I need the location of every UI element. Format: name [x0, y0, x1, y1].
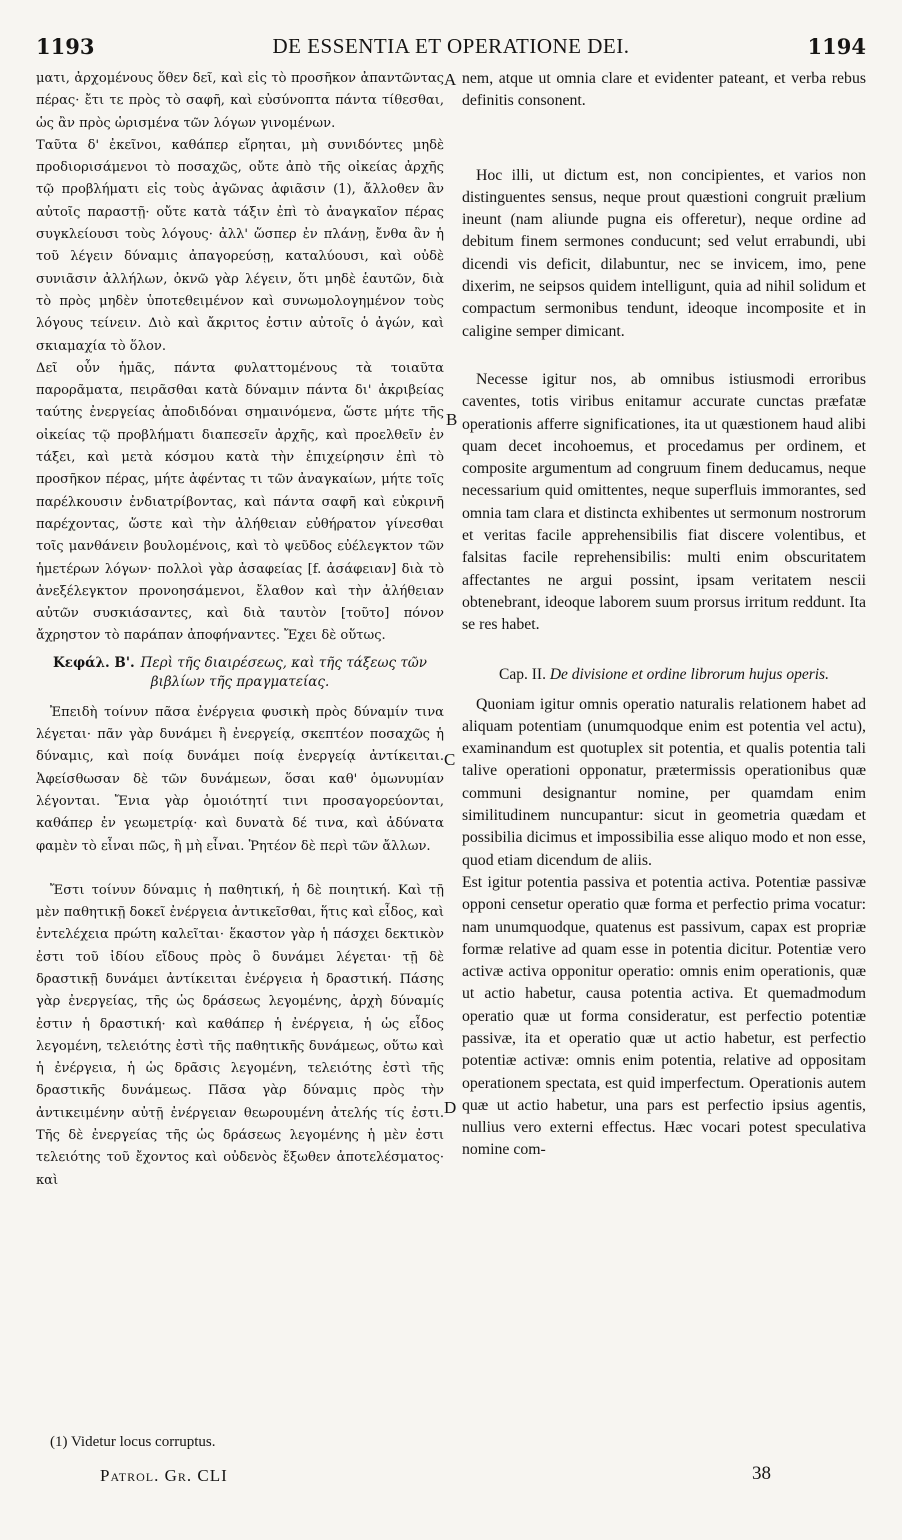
- greek-paragraph-4: Ἐπειδὴ τοίνυν πᾶσα ἐνέργεια φυσικὴ πρὸς δύναμίν τινα λέγεται· πᾶν γὰρ δυνάμει ἢ ἐνεργείᾳ, σκεπτέον ποσαχῶς ἡ δύναμις, καὶ ποίᾳ δυνάμει ποίᾳ ἐνεργείᾳ ἀντίκειται. Ἀφείσθωσαν δὲ τῶν δυνάμεων, ὅσαι καθ' ὁμωνυμίαν λέγονται. Ἔνια γὰρ ὁμοιότητί τινι προσαγορεύονται, καθάπερ ἐν γεωμετρίᾳ· καὶ δυνατὰ δέ τινα, καὶ ἀδύνατα φαμὲν τὸ εἶναι πῶς, ἢ μὴ εἶναι. Ῥητέον δὲ περὶ τῶν ἄλλων.: [36, 704, 444, 854]
- printer-signature: Patrol. Gr. CLI: [100, 1466, 228, 1485]
- page-number-left: 1193: [36, 34, 95, 59]
- latin-paragraph-4: Quoniam igitur omnis operatio naturalis relationem habet ad aliquam potentiam (unumquodque enim est potentia vel actu), examinandum est quotuplex sit potentia, et qualis potentia tali talive operationi opponatur, prætermissis operationibus quæ communi designantur nomine, per quamdam enim similitudinem nuncupantur: sicut in geometria quædam et possibilia dicimus et impossibilia esse aliquo modo et non esse, quod etiam dicendum de aliis.: [462, 695, 866, 869]
- margin-marker-d: D: [444, 1098, 457, 1117]
- latin-paragraph-1: nem, atque ut omnia clare et evidenter pateant, et verba rebus definitis consonent.: [462, 70, 866, 110]
- latin-chapter-label: Cap. II.: [499, 665, 546, 683]
- greek-chapter-label: Κεφάλ. Β'.: [53, 654, 135, 671]
- latin-chapter-title: De divisione et ordine librorum hujus operis.: [549, 665, 829, 683]
- running-title: DE ESSENTIA ET OPERATIONE DEI.: [272, 34, 630, 58]
- greek-paragraph-2: Ταῦτα δ' ἐκεῖνοι, καθάπερ εἴρηται, μὴ συνιδόντες μηδὲ προδιορισάμενοι τὸ ποσαχῶς, οὔτε ἀπὸ τῆς οἰκείας ἀρχῆς τῷ προβλήματι εἰς τοὺς ἀγῶνας ἀφιᾶσιν (1), ἄλλοθεν ἂν αὐτοῖς παραστῇ· οὔτε κατὰ τάξιν ἐπὶ τὸ ἀναγκαῖον πέρας συγκλείουσι τοὺς λόγους· ἀλλ' ὥσπερ ἐν πλάνῃ, ἔνθα ἂν ἡ τοῦ λέγειν δύναμις ἀπαγορεύσῃ, καταλύουσι, καὶ οὐδὲ συνιᾶσιν ἀλλήλων, ὀκνῶ γὰρ λέγειν, ὅτι μηδὲ ἑαυτῶν, διὰ τὸ πρὸς μηδὲν ὑποτεθειμένον καὶ συνωμολογημένον τοὺς λόγους τείνειν. Διὸ καὶ ἄκριτος ἐστιν αὐτοῖς ὁ ἀγών, καὶ σκιαμαχία τὸ ὅλον.: [36, 137, 444, 354]
- margin-marker-a: A: [444, 70, 457, 89]
- running-header: [36, 34, 866, 64]
- margin-marker-c: C: [444, 750, 456, 769]
- latin-chapter-heading: [462, 665, 866, 684]
- latin-paragraph-2: Hoc illi, ut dictum est, non concipientes, et varios non distinguentes sensus, neque prout quæstioni congruit prælium ineunt (nam aliunde pugna eis offeretur), neque ordine ad debitum finem sermones conducunt; sed velut errabundi, ubi dicendi vis deficit, dilabuntur, nec se invicem, imo, pene dixerim, ne seipsos quidem intelligunt, quia ad nihil solidum et compactum sermonibus tendunt, ideoque incomposite et in caligine semper dimicant.: [462, 166, 866, 340]
- greek-paragraph-1: ματι, ἀρχομένους ὅθεν δεῖ, καὶ εἰς τὸ προσῆκον ἀπαντῶντας πέρας· ἔτι τε πρὸς τὸ σαφῆ, καὶ εὐσύνοπτα πάντα τίθεσθαι, ὡς ἂν πρὸς ὡρισμένα τῶν λόγων γινομένων.: [36, 71, 444, 131]
- greek-paragraph-5: Ἔστι τοίνυν δύναμις ἡ παθητική, ἡ δὲ ποιητική. Καὶ τῇ μὲν παθητικῇ δοκεῖ ἐνέργεια ἀντικεῖσθαι, ἥτις καὶ εἶδος, καὶ ἐντελέχεια πρώτη καλεῖται· ἕκαστον γὰρ ἡ πάσχει δεκτικὸν ἐστι τοῦ ἰδίου εἴδους πρὸς ὃ δυνάμει λέγεται· τῇ δὲ δραστικῇ δυνάμει ἀντίκειται ἐνέργεια ἡ δραστική. Πάσης γὰρ ἐνεργείας, τῆς ὡς δράσεως λεγομένης, ἀρχὴ δύναμίς ἐστιν ἡ δραστική· καὶ καθάπερ ἡ ἐνέργεια, ἡ ὡς εἶδος λεγομένη, τελειότης ἐστὶ τῆς παθητικῆς δυνάμεως, οὕτω καὶ ἡ ἐνέργεια, ἡ ὡς δρᾶσις λεγομένη, τελειότης ἐστὶ τῆς δραστικῆς δυνάμεως. Πᾶσα γὰρ δύναμις πρὸς τὴν ἀντικειμένην αὐτῇ ἐνέργειαν θεωρουμένη ἀτελής τίς ἐστι. Τῆς δὲ ἐνεργείας τῆς ὡς δράσεως λεγομένης ἡ μὲν ἐστι τελειότης τοῦ ἔχοντος καὶ οὐδενὸς ἔξωθεν ἀποτελέσματος· καὶ: [36, 882, 444, 1188]
- page-number-right: 1194: [807, 34, 866, 59]
- greek-column: [36, 68, 444, 1192]
- sheet-number: 38: [752, 1463, 771, 1484]
- margin-marker-b: B: [446, 410, 458, 429]
- latin-column: [462, 68, 866, 1162]
- greek-chapter-heading: [36, 654, 444, 692]
- greek-chapter-title: Περὶ τῆς διαιρέσεως, καὶ τῆς τάξεως τῶν βιβλίων τῆς πραγματείας.: [140, 654, 427, 690]
- greek-paragraph-3: Δεῖ οὖν ἡμᾶς, πάντα φυλαττομένους τὰ τοιαῦτα παρορᾶματα, πειρᾶσθαι κατὰ δύναμιν πάντα δι' ἀκριβείας ταύτης ἐνεργείας ἀποδιδόναι σημαινόμενα, ὥστε μήτε τῆς οἰκείας τῷ προβλήματι διαπεσεῖν ἀρχῆς, καὶ προελθεῖν ἐν τάξει, καὶ μετὰ κόσμου κατὰ τὴν ἐπιχείρησιν ἐπὶ τὸ προσῆκον πέρας, μήτε ἀφέντας τι τῶν ἀναγκαίων, μήτε τοῖς παρέλκουσιν ἐνδιατρίβοντας, καὶ πάντα σαφῆ καὶ εὐκρινῆ παρέχοντας, ὥστε καὶ τὴν ἀλήθειαν εὐθήρατον γίνεσθαι τοῖς μανθάνειν βουλομένοις, καὶ τὸ ψεῦδος εὐέλεγκτον τῶν ἡμετέρων λόγων· πολλοὶ γὰρ ἀσαφείας [f. ἀσάφειαν] διὰ τὸ ἀνεξέλεγκτον προνοησάμενοι, ἔλαθον καὶ τὴν ἀλήθειαν αὐτῶν συσκιάσαντες, καὶ διὰ ταυτὸν [τοῦτο] πόνον ἄχρηστον τὸ παράπαν ἀποφήναντες. Ἔχει δὲ οὕτως.: [36, 360, 444, 644]
- footnote: (1) Videtur locus corruptus.: [50, 1434, 216, 1450]
- latin-paragraph-3: Necesse igitur nos, ab omnibus istiusmodi erroribus caventes, totis viribus enitamur accurate cunctas præfatæ operationis afferre significationes, ita ut quæstionem haud alibi quam decet incohoemus, et procedamus per ordinem, et composite argumentum ad congruum finem deducamus, neque necessarium quid omittentes, neque superfluis immorantes, sed omnia tam clara et distincta exhibentes ut sermonum nostrorum et veritas facile apprehensibilis fiat discere volentibus, et falsitas facile reprehensibilis: multi enim obscuritatem affectantes ne argui possint, ipsam veritatem nescii obtenebrant, ideoque laborem suum prorsus irritum reddunt. Ita se res habet.: [462, 370, 866, 634]
- latin-paragraph-5: Est igitur potentia passiva et potentia activa. Potentiæ passivæ opponi censetur operatio quæ forma et perfectio prima vocatur: nam unumquodque, quatenus est passivum, capax est propriæ formæ relative ad quam esse in potentia dicitur. Potentiæ vero activæ activa opponitur operatio: omnis enim operationis, quæ ut actio habetur, causa potentia activa. Et quemadmodum operatio quæ ut forma consideratur, est perfectio potentiæ passivæ, ita et operatio quæ ut actio habetur, est perfectio potentiæ activæ: omnis enim potentia, relative ad oppositam operationem spectata, est quid imperfectum. Operationis autem quæ ut actio habetur, una pars est perfectio ipsius agentis, nullius vero externi effectus. Hæc vocari potest speculativa nomine com-: [462, 873, 866, 1159]
